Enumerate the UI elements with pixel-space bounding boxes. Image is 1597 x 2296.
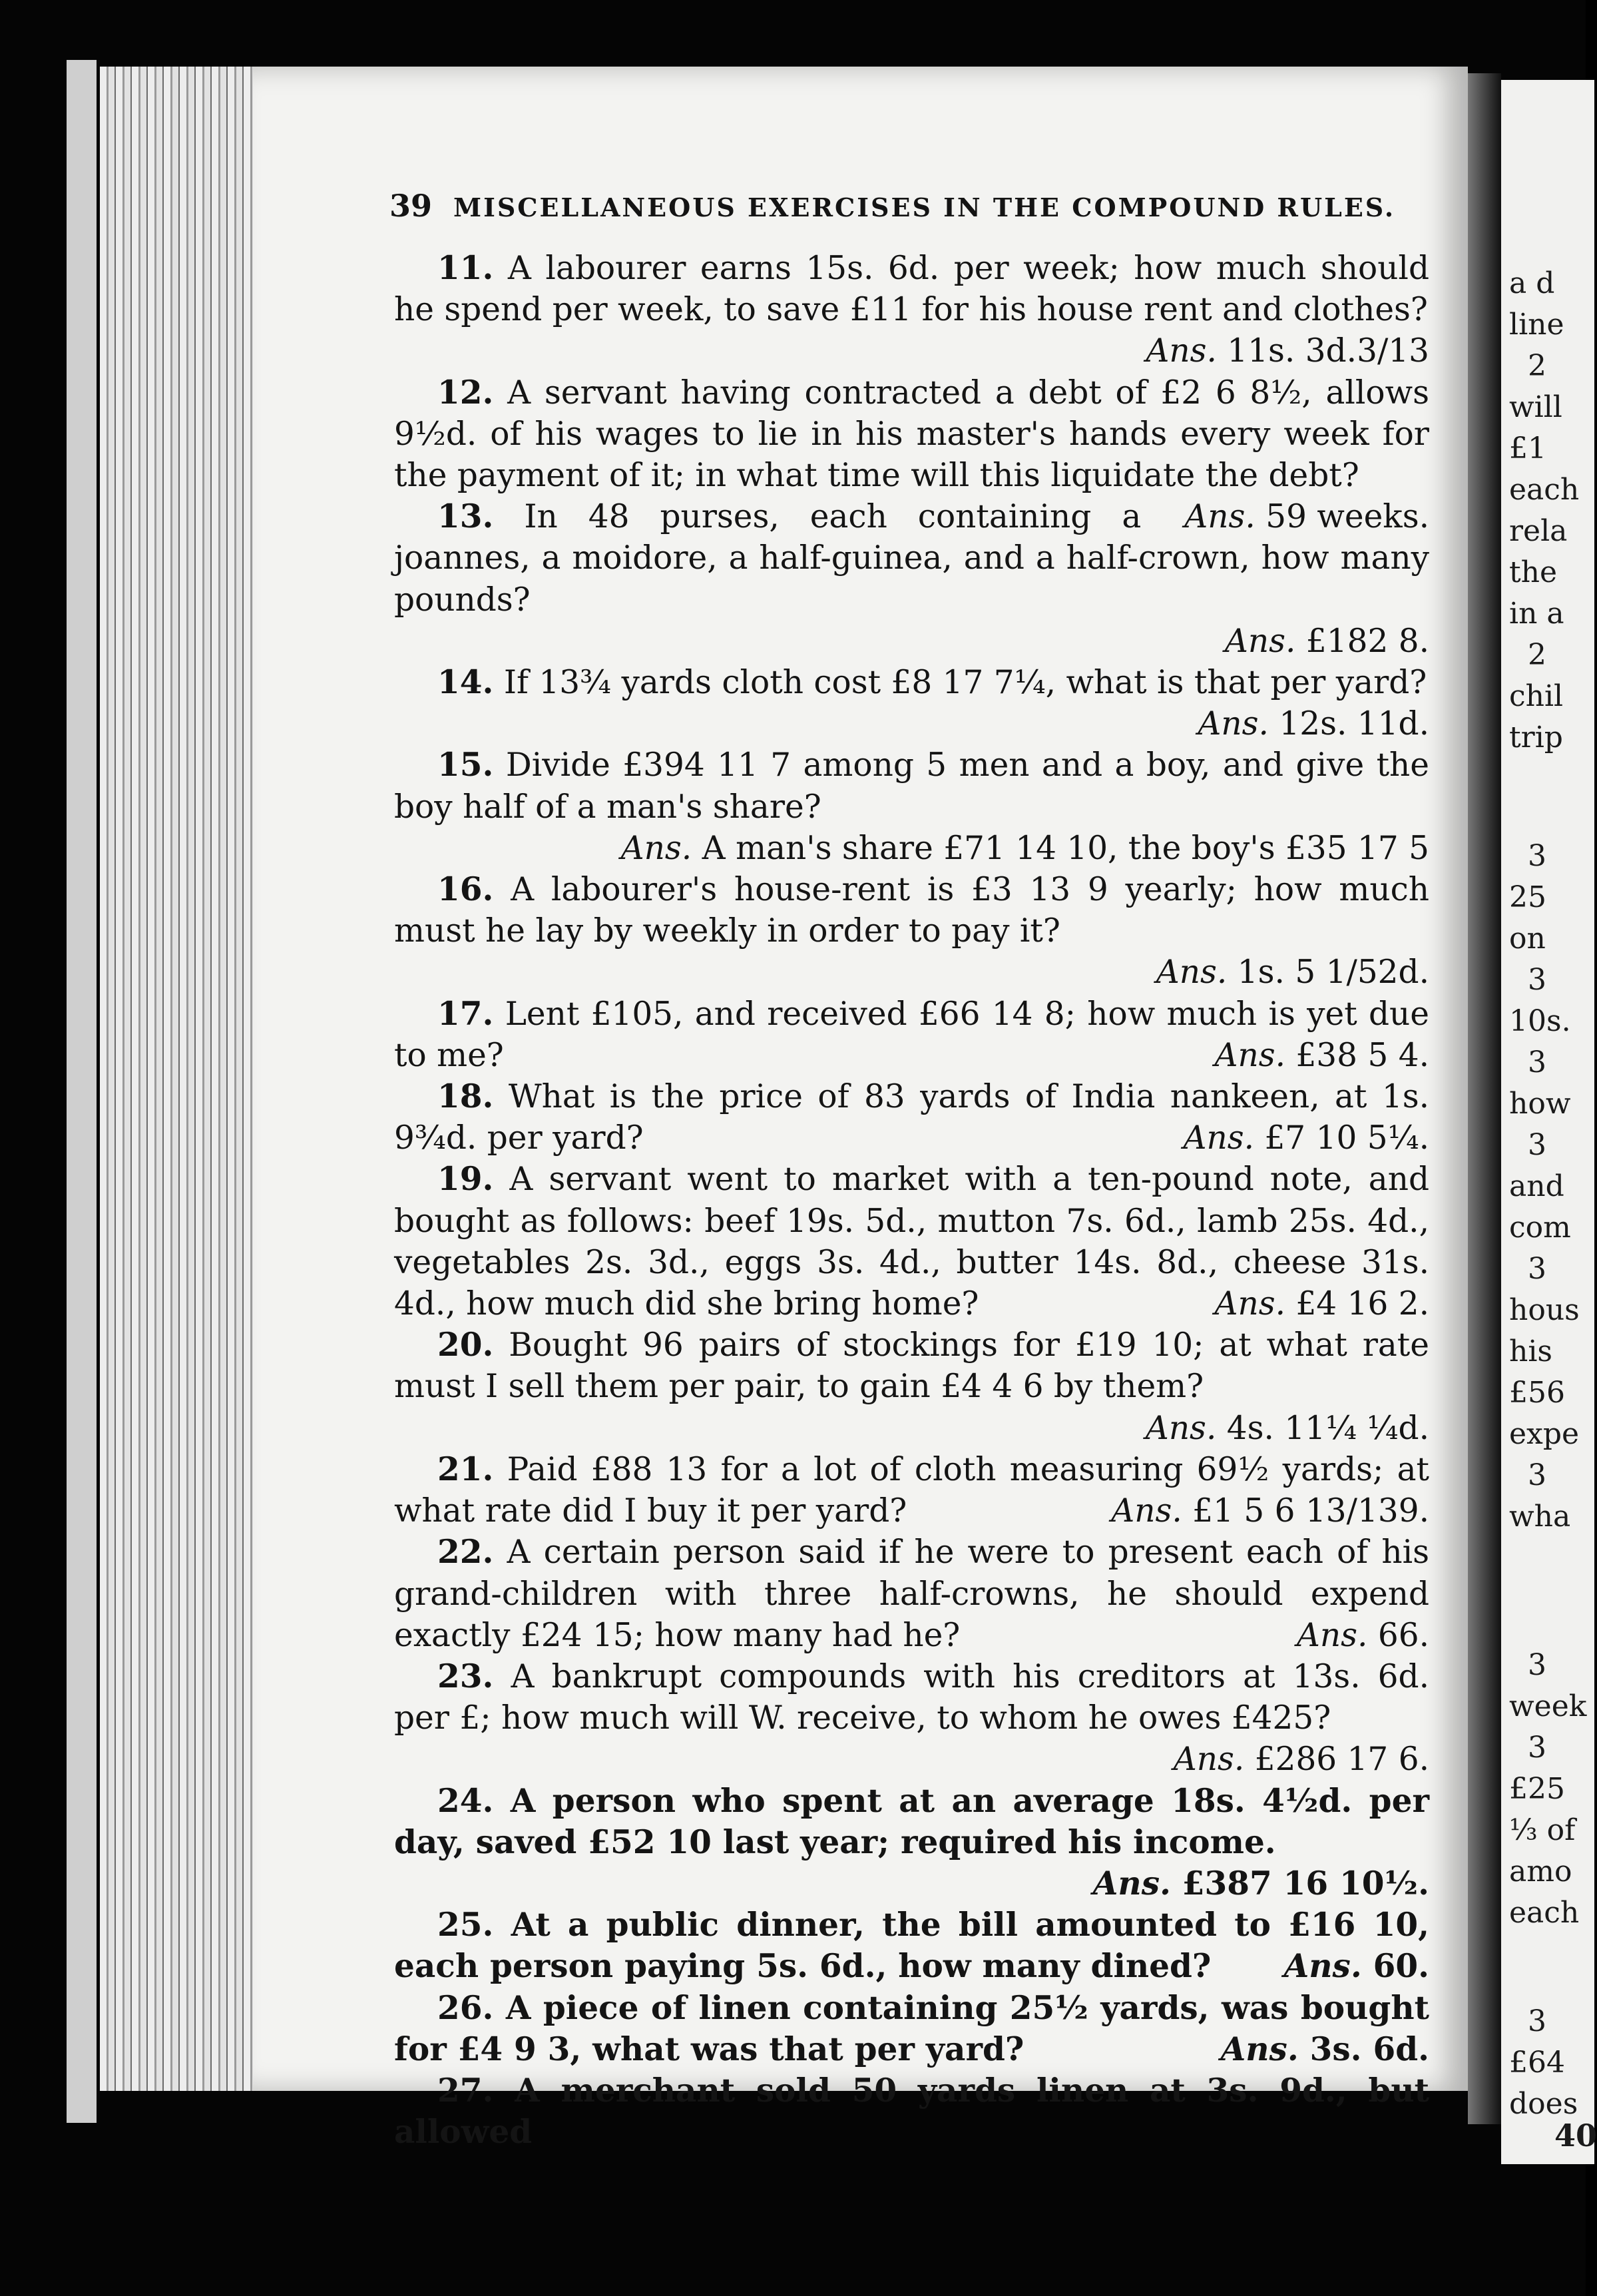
exercise-answer: Ans. 12s. 11d. — [1198, 705, 1429, 743]
exercise-number: 15. — [437, 746, 494, 784]
exercise-answer: Ans. 66. — [1296, 1616, 1429, 1654]
exercise-number: 25. — [437, 1906, 494, 1944]
exercise-number: 18. — [437, 1077, 494, 1116]
exercise-number: 16. — [437, 870, 494, 909]
exercise-answer: Ans. 60. — [1283, 1947, 1429, 1986]
facing-text: £64 — [1509, 2046, 1565, 2080]
facing-text: his — [1509, 1334, 1552, 1368]
exercise-number: 11. — [437, 249, 494, 287]
facing-text: line — [1509, 308, 1564, 342]
exercise-21 — [394, 1449, 1429, 1532]
exercise-number: 14. — [437, 663, 494, 702]
facing-text: 10s. — [1509, 1004, 1571, 1038]
exercise-answer: Ans. £182 8. — [1224, 622, 1429, 660]
exercise-answer: Ans. £7 10 5¼. — [1183, 1119, 1429, 1157]
facing-text: each — [1509, 1896, 1580, 1930]
exercise-number: 19. — [437, 1160, 494, 1199]
facing-text: each — [1509, 473, 1580, 507]
exercise-19 — [394, 1159, 1429, 1324]
facing-text: chil — [1509, 679, 1564, 713]
facing-text: will — [1509, 390, 1562, 424]
exercise-answer: Ans. £1 5 6 13/139. — [1111, 1492, 1429, 1530]
exercise-number: 21. — [437, 1450, 494, 1488]
facing-text: and — [1509, 1169, 1564, 1203]
exercise-text: A piece of linen containing 25½ yards, was bought for £4 9 3, what was that per yard? — [394, 1988, 1429, 2068]
exercise-23 — [394, 1656, 1429, 1739]
exercise-list — [394, 248, 1429, 2153]
facing-text: 3 — [1528, 839, 1546, 873]
facing-text: week — [1509, 1689, 1587, 1723]
exercise-27 — [394, 2070, 1429, 2153]
facing-text: a d — [1509, 266, 1555, 300]
exercise-text: A person who spent at an average 18s. 4½d. per day, saved £52 10 last year; required his income. — [394, 1781, 1430, 1861]
exercise-answer: Ans. £286 17 6. — [1173, 1741, 1429, 1779]
gutter-shadow — [1468, 73, 1501, 2124]
exercise-text: A servant went to market with a ten-pound note, and bought as follows: beef 19s. 5d., mutton 7s. 6d., lamb 25s. 4d., vegetables 2s. 3d., eggs 3s. 4d., butter 14s. 8d., cheese 31s. 4d., how much did she bring home? — [394, 1161, 1429, 1323]
exercise-number: 27. — [437, 2071, 494, 2110]
exercise-text: Lent £105, and received £66 14 8; how much is yet due to me? — [394, 995, 1429, 1074]
exercise-25 — [394, 1904, 1429, 1987]
facing-page-fragment — [1501, 80, 1597, 2164]
exercise-text: A servant having contracted a debt of £2 6 8½, allows 9½d. of his wages to lie in his master's hands every week for the payment of it; in what time will this liquidate the debt? — [394, 374, 1429, 495]
facing-text: 3 — [1528, 963, 1546, 997]
exercise-answer: Ans. A man's share £71 14 10, the boy's £35 17 5 — [620, 829, 1429, 867]
facing-text: 3 — [1528, 1648, 1546, 1682]
exercise-17 — [394, 994, 1429, 1076]
exercise-answer: Ans. £38 5 4. — [1214, 1036, 1429, 1074]
facing-text: hous — [1509, 1293, 1580, 1327]
exercise-answer: Ans. 11s. 3d.3/13 — [1146, 332, 1429, 370]
facing-text: 3 — [1528, 1252, 1546, 1286]
exercise-text: A bankrupt compounds with his creditors at 13s. 6d. per £; how much will W. receive, to whom he owes £425? — [394, 1657, 1429, 1737]
exercise-number: 22. — [437, 1533, 494, 1572]
running-header — [389, 188, 1396, 224]
facing-text: 3 — [1528, 1458, 1546, 1492]
exercise-text: Bought 96 pairs of stockings for £19 10; at what rate must I sell them per pair, to gain £4 4 6 by them? — [394, 1326, 1429, 1406]
facing-text: on — [1509, 922, 1546, 956]
facing-page-number: 40 — [1554, 2118, 1597, 2153]
facing-text: 3 — [1528, 1731, 1546, 1765]
facing-text: 25 — [1509, 880, 1546, 914]
exercise-24 — [394, 1781, 1429, 1863]
facing-text: £1 — [1509, 431, 1546, 465]
exercise-answer: Ans. 1s. 5 1/52d. — [1156, 954, 1429, 992]
facing-text: the — [1509, 555, 1558, 589]
exercise-26 — [394, 1988, 1429, 2070]
facing-text: rela — [1509, 514, 1568, 548]
exercise-number: 17. — [437, 994, 494, 1033]
exercise-20 — [394, 1324, 1429, 1407]
exercise-text: A labourer's house-rent is £3 13 9 yearly; how much must he lay by weekly in order to pay it? — [394, 871, 1429, 950]
exercise-number: 13. — [437, 497, 494, 536]
exercise-16 — [394, 869, 1429, 952]
exercise-answer: Ans. £387 16 10½. — [1092, 1864, 1429, 1902]
exercise-answer: Ans. 3s. 6d. — [1220, 2030, 1429, 2068]
exercise-18 — [394, 1076, 1429, 1159]
facing-text: £56 — [1509, 1376, 1565, 1410]
exercise-number: 24. — [437, 1781, 494, 1820]
facing-text: trip — [1509, 720, 1563, 754]
facing-text: in a — [1509, 597, 1564, 631]
exercise-text: A labourer earns 15s. 6d. per week; how much should he spend per week, to save £11 for his house rent and clothes? — [394, 250, 1429, 329]
facing-text: wha — [1509, 1500, 1571, 1534]
exercise-text: A certain person said if he were to present each of his grand-children with three half-crowns, he should expend exactly £24 15; how many had he? — [394, 1534, 1430, 1654]
exercise-text: If 13¾ yards cloth cost £8 17 7¼, what is that per yard? — [503, 664, 1427, 702]
exercise-number: 26. — [437, 1988, 494, 2027]
exercise-number: 12. — [437, 373, 494, 412]
page-number: 39 — [389, 188, 433, 224]
facing-text: 3 — [1528, 2004, 1546, 2038]
facing-text: does — [1509, 2087, 1578, 2121]
exercise-number: 23. — [437, 1657, 494, 1695]
running-title: MISCELLANEOUS EXERCISES IN THE COMPOUND RULES. — [453, 192, 1396, 222]
exercise-number: 20. — [437, 1326, 494, 1364]
facing-text: 2 — [1528, 638, 1546, 672]
binding-strip — [67, 60, 97, 2123]
exercise-text: What is the price of 83 yards of India nankeen, at 1s. 9¾d. per yard? — [394, 1078, 1430, 1157]
exercise-answer: Ans. 4s. 11¼ ¼d. — [1145, 1409, 1429, 1447]
facing-text: 3 — [1528, 1045, 1546, 1079]
exercise-text: At a public dinner, the bill amounted to £16 10, each person paying 5s. 6d., how many dined? — [394, 1906, 1430, 1986]
exercise-text: In 48 purses, each containing a joannes, a moidore, a half-guinea, and a half-crown, how many pounds? — [394, 498, 1429, 619]
facing-text: expe — [1509, 1417, 1580, 1451]
facing-text: ⅓ of — [1509, 1813, 1576, 1847]
exercise-text: Divide £394 11 7 among 5 men and a boy, and give the boy half of a man's share? — [394, 746, 1429, 826]
exercise-answer: Ans. 59 weeks. — [1184, 498, 1429, 536]
facing-text: how — [1509, 1087, 1571, 1121]
exercise-text: Paid £88 13 for a lot of cloth measuring 69½ yards; at what rate did I buy it per yard? — [394, 1450, 1429, 1530]
exercise-text: A merchant sold 50 yards linen at 3s. 9d., but allowed — [394, 2071, 1429, 2152]
facing-text: com — [1509, 1211, 1571, 1245]
facing-text: 3 — [1528, 1128, 1546, 1162]
exercise-15 — [394, 744, 1429, 827]
exercise-22 — [394, 1532, 1429, 1656]
facing-text: £25 — [1509, 1772, 1565, 1806]
exercise-answer: Ans. £4 16 2. — [1214, 1285, 1429, 1323]
exercise-14 — [394, 662, 1429, 744]
exercise-11 — [394, 248, 1429, 372]
page-edges — [100, 67, 253, 2091]
facing-text: amo — [1509, 1855, 1572, 1888]
facing-text: 2 — [1528, 349, 1546, 383]
